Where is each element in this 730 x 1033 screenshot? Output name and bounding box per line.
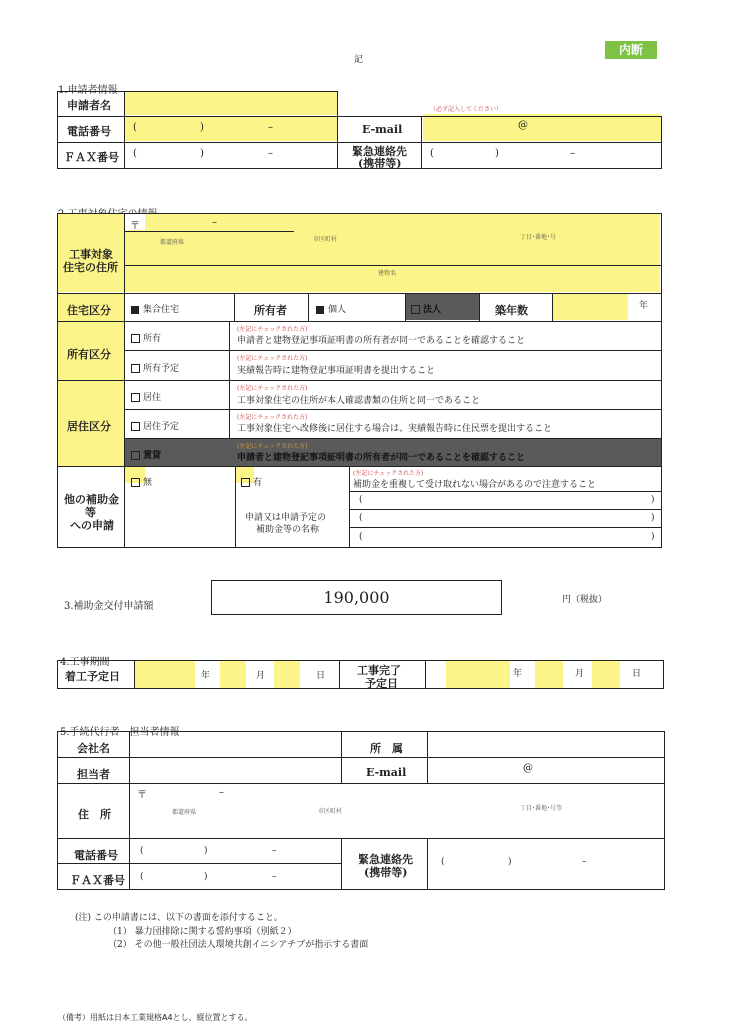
end-date-label: 工事完了 <box>357 664 401 677</box>
subsidy-name-label: 申請又は申請予定の <box>245 513 327 523</box>
owner-corp-option[interactable]: 法人 <box>411 302 441 315</box>
agent-fax-label: ＦＡＸ番号 <box>70 874 125 887</box>
email-note: （必ず記入してください） <box>430 106 503 113</box>
agent-pref-hint: 都道府県 <box>172 809 197 816</box>
footer-note: （備考）用紙は日本工業規格A4とし、縦位置とする。 <box>58 1013 253 1022</box>
subsidy-none-option[interactable]: 無 <box>131 475 152 488</box>
age-label: 築年数 <box>495 304 528 317</box>
own-option-1[interactable]: 所有 <box>131 331 161 344</box>
own-option-2[interactable]: 所有予定 <box>131 361 179 374</box>
dept-field[interactable] <box>428 732 663 756</box>
agent-phone-dash: – <box>272 846 277 856</box>
city-hint: 市区町村 <box>313 236 338 243</box>
property-address-field[interactable] <box>125 214 660 292</box>
subsidy-name-1-open: ( <box>359 495 363 505</box>
residence-label: 居住区分 <box>67 420 111 433</box>
checkbox-icon <box>131 334 140 343</box>
subsidy-hint: (左記にチェックされた方) <box>353 470 424 477</box>
company-label: 会社名 <box>77 742 110 755</box>
own-option-1-hint: (左記にチェックされた方) <box>237 326 308 333</box>
email-at: @ <box>518 120 528 131</box>
checked-box-icon <box>316 306 324 314</box>
res-option-1-note: 工事対象住宅の住所が本人確認書類の住所と同一であること <box>237 396 481 406</box>
postal-dash: – <box>212 217 217 228</box>
applicant-name-label: 申請者名 <box>67 99 111 112</box>
agent-street-hint: 丁目･番地･号等 <box>520 805 563 812</box>
agent-email-field[interactable] <box>428 758 663 782</box>
agent-address-label: 住 所 <box>78 808 111 821</box>
agent-postal-mark: 〒 <box>137 790 147 801</box>
subsidy-label-2: 等 <box>85 506 96 519</box>
agent-emergency-close: ) <box>508 857 512 867</box>
agent-emergency-open: ( <box>441 857 445 867</box>
end-day-field[interactable] <box>592 661 620 688</box>
agent-address-field[interactable] <box>130 784 663 837</box>
agent-emergency-label-sub: (携帯等) <box>364 866 408 879</box>
checkbox-icon <box>411 305 420 314</box>
emergency-label: 緊急連絡先 <box>352 145 407 158</box>
start-month-field[interactable] <box>220 661 246 688</box>
agent-email-label: E-mail <box>366 766 407 779</box>
emergency-open: ( <box>430 148 434 159</box>
house-type-label: 住宅区分 <box>67 304 111 317</box>
emergency-dash: – <box>570 148 575 159</box>
note-line-3: （2） その他一般社団法人環境共創イニシアチブが指示する書面 <box>108 940 369 950</box>
person-label: 担当者 <box>77 768 110 781</box>
phone-open: ( <box>133 122 137 133</box>
agent-postal-dash: – <box>219 787 224 798</box>
checkbox-icon <box>131 451 140 460</box>
checkbox-icon <box>241 478 250 487</box>
agent-fax-close: ) <box>204 872 208 882</box>
section-3-title: 3.補助金交付申請額 <box>64 601 154 612</box>
start-date-label: 着工予定日 <box>65 670 120 683</box>
dept-label: 所 属 <box>370 742 403 755</box>
subsidy-yes-option[interactable]: 有 <box>241 475 262 488</box>
agent-fax-open: ( <box>140 872 144 882</box>
emergency-label-sub: (携帯等) <box>358 157 402 170</box>
property-address-label: 工事対象 <box>69 248 113 261</box>
postal-mark: 〒 <box>130 221 140 232</box>
emergency-close: ) <box>495 148 499 159</box>
res-option-3-hint: (左記にチェックされた方) <box>237 443 308 450</box>
email-label: E-mail <box>362 123 403 136</box>
amount-unit: 円（税抜） <box>562 595 608 605</box>
status-badge: 内断 <box>605 41 657 59</box>
start-year-field[interactable] <box>135 661 195 688</box>
phone-close: ) <box>200 122 204 133</box>
subsidy-name-label-2: 補助金等の名称 <box>256 525 320 535</box>
owner-label: 所有者 <box>254 304 287 317</box>
own-option-2-hint: (左記にチェックされた方) <box>237 355 308 362</box>
center-mark: 記 <box>354 55 364 65</box>
subsidy-amount-field[interactable] <box>211 580 502 615</box>
start-day-field[interactable] <box>274 661 300 688</box>
checkbox-icon <box>131 422 140 431</box>
agent-city-hint: 市区町村 <box>318 808 343 815</box>
end-day-unit: 日 <box>632 669 642 679</box>
age-unit: 年 <box>639 301 649 311</box>
agent-emergency-label: 緊急連絡先 <box>358 853 413 866</box>
street-hint: 丁目･番地･号 <box>520 234 557 241</box>
ownership-label: 所有区分 <box>67 348 111 361</box>
start-year-unit: 年 <box>201 671 211 681</box>
res-option-1-hint: (左記にチェックされた方) <box>237 385 308 392</box>
section-4-title: 4.工事期間 <box>60 657 110 668</box>
checkbox-icon <box>131 364 140 373</box>
res-option-3[interactable]: 賃貸 <box>131 448 161 461</box>
subsidy-name-1-close: ) <box>651 495 655 505</box>
agent-emergency-dash: – <box>582 857 587 867</box>
fax-open: ( <box>133 148 137 159</box>
subsidy-label-3: への申請 <box>70 519 114 532</box>
section-5-title: 5.手続代行者 担当者情報 <box>60 727 180 738</box>
fax-close: ) <box>200 148 204 159</box>
end-year-unit: 年 <box>513 669 523 679</box>
subsidy-label: 他の補助金 <box>64 493 119 506</box>
start-month-unit: 月 <box>256 671 266 681</box>
subsidy-name-2-close: ) <box>651 513 655 523</box>
fax-dash: – <box>268 148 273 159</box>
checkbox-icon <box>131 478 140 487</box>
end-month-unit: 月 <box>575 669 585 679</box>
start-day-unit: 日 <box>316 671 326 681</box>
company-field[interactable] <box>130 732 340 756</box>
agent-phone-label: 電話番号 <box>74 849 118 862</box>
subsidy-name-3-close: ) <box>651 532 655 542</box>
res-option-3-note: 申請者と建物登記事項証明書の所有者が同一であることを確認すること <box>237 453 526 463</box>
subsidy-name-2-open: ( <box>359 513 363 523</box>
person-field[interactable] <box>130 758 340 782</box>
phone-dash: – <box>268 122 273 133</box>
end-date-label-sub: 予定日 <box>365 677 398 690</box>
checked-box-icon <box>131 306 139 314</box>
house-type-option[interactable]: 集合住宅 <box>131 302 179 315</box>
building-hint: 建物名 <box>378 270 397 277</box>
res-option-2[interactable]: 居住予定 <box>131 419 179 432</box>
res-option-1[interactable]: 居住 <box>131 390 161 403</box>
agent-phone-open: ( <box>140 846 144 856</box>
section-1-title: 1.申請者情報 <box>58 85 118 96</box>
note-line-2: （1） 暴力団排除に関する誓約事項（別紙２） <box>108 927 297 937</box>
agent-phone-close: ) <box>204 846 208 856</box>
note-line-1: (注) この申請書には、以下の書面を添付すること。 <box>75 913 283 923</box>
end-year-field[interactable] <box>446 661 510 688</box>
agent-email-at: @ <box>523 763 533 774</box>
res-option-2-hint: (左記にチェックされた方) <box>237 414 308 421</box>
subsidy-name-3-open: ( <box>359 532 363 542</box>
pref-hint: 都道府県 <box>160 239 185 246</box>
own-option-1-note: 申請者と建物登記事項証明書の所有者が同一であることを確認すること <box>237 336 526 346</box>
fax-label: ＦＡＸ番号 <box>64 151 119 164</box>
owner-individual-option[interactable]: 個人 <box>316 302 346 315</box>
end-month-field[interactable] <box>535 661 563 688</box>
property-address-label-sub: 住宅の住所 <box>63 261 118 274</box>
own-option-2-note: 実績報告時に建物登記事項証明書を提出すること <box>237 366 436 376</box>
agent-fax-dash: – <box>272 872 277 882</box>
building-age-field[interactable] <box>553 294 628 320</box>
subsidy-note: 補助金を重複して受け取れない場合があるので注意すること <box>353 480 597 490</box>
phone-label: 電話番号 <box>67 125 111 138</box>
checkbox-icon <box>131 393 140 402</box>
res-option-2-note: 工事対象住宅へ改修後に居住する場合は、実績報告時に住民票を提出すること <box>237 424 553 434</box>
subsidy-amount: 190,000 <box>323 588 390 607</box>
